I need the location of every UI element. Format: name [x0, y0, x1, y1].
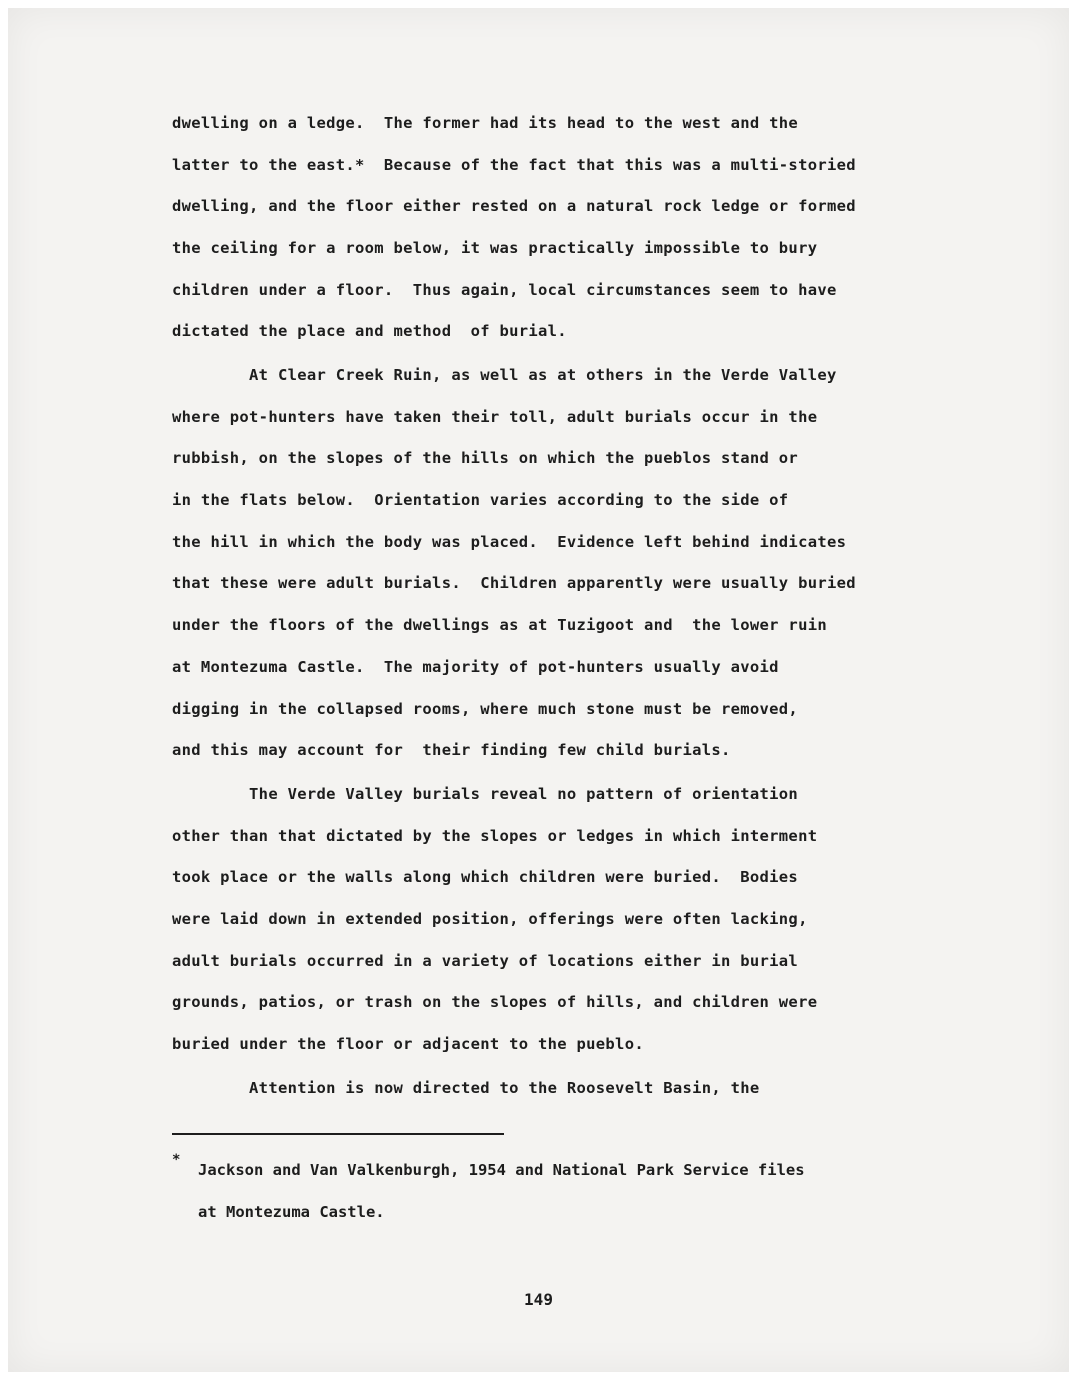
text-line: buried under the floor or adjacent to the pueblo. — [172, 1035, 644, 1054]
text-line: grounds, patios, or trash on the slopes of hills, and children were — [172, 993, 818, 1012]
paragraph-2 — [172, 355, 952, 772]
text-line: where pot-hunters have taken their toll, adult burials occur in the — [172, 407, 818, 426]
footnote-marker: * — [172, 1152, 181, 1168]
text-line: under the floors of the dwellings as at Tuzigoot and the lower ruin — [172, 616, 827, 635]
text-line: latter to the east.* Because of the fact that this was a multi-storied — [172, 155, 856, 174]
paragraph-4 — [172, 1068, 952, 1110]
text-line: dwelling, and the floor either rested on a natural rock ledge or formed — [172, 197, 856, 216]
text-line: were laid down in extended position, offerings were often lacking, — [172, 910, 808, 929]
text-line: rubbish, on the slopes of the hills on which the pueblos stand or — [172, 449, 799, 468]
text-line: At Clear Creek Ruin, as well as at others in the Verde Valley — [172, 366, 837, 384]
text-line: the ceiling for a room below, it was practically impossible to bury — [172, 239, 818, 258]
paragraph-3 — [172, 774, 952, 1066]
footnote-divider — [172, 1133, 504, 1135]
text-line: children under a floor. Thus again, local circumstances seem to have — [172, 280, 837, 299]
text-line: other than that dictated by the slopes or ledges in which interment — [172, 826, 818, 845]
text-line: The Verde Valley burials reveal no pattern of orientation — [172, 785, 799, 803]
page-number: 149 — [524, 1290, 553, 1309]
text-line: the hill in which the body was placed. Evidence left behind indicates — [172, 532, 847, 551]
text-line: at Montezuma Castle. The majority of pot-hunters usually avoid — [172, 657, 779, 676]
text-line: dictated the place and method of burial. — [172, 322, 567, 341]
paragraph-1 — [172, 103, 952, 353]
footnote-line: at Montezuma Castle. — [198, 1202, 385, 1221]
text-line: that these were adult burials. Children apparently were usually buried — [172, 574, 856, 593]
text-line: adult burials occurred in a variety of locations either in burial — [172, 951, 799, 970]
text-line: took place or the walls along which children were buried. Bodies — [172, 868, 799, 887]
footnote — [172, 1150, 952, 1233]
text-line: and this may account for their finding few child burials. — [172, 741, 731, 760]
text-line: in the flats below. Orientation varies according to the side of — [172, 491, 789, 510]
text-line: dwelling on a ledge. The former had its head to the west and the — [172, 114, 799, 132]
footnote-line: Jackson and Van Valkenburgh, 1954 and National Park Service files — [198, 1161, 805, 1179]
text-line: Attention is now directed to the Roosevelt Basin, the — [172, 1079, 760, 1097]
text-line: digging in the collapsed rooms, where much stone must be removed, — [172, 699, 799, 718]
